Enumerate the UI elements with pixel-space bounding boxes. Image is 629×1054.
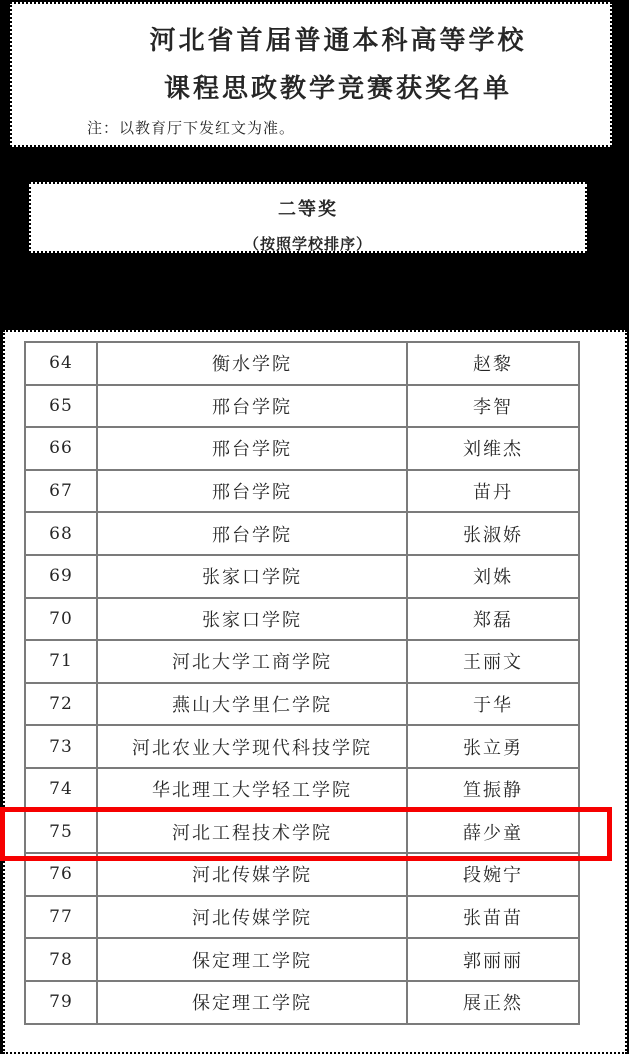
table-row (25, 683, 579, 726)
rank-cell: 65 (25, 385, 97, 428)
name-cell: 展正然 (407, 981, 579, 1024)
rank-cell: 72 (25, 683, 97, 726)
school-cell: 张家口学院 (97, 598, 407, 641)
name-cell: 郭丽丽 (407, 938, 579, 981)
school-cell: 邢台学院 (97, 470, 407, 513)
name-cell: 李智 (407, 385, 579, 428)
school-cell: 邢台学院 (97, 512, 407, 555)
award-subheading: （按照学校排序） (243, 235, 372, 253)
rank-cell: 79 (25, 981, 97, 1024)
school-cell: 张家口学院 (97, 555, 407, 598)
school-cell: 保定理工学院 (97, 938, 407, 981)
table-section (3, 330, 627, 1054)
document-note: 注：以教育厅下发红文为准。 (87, 119, 296, 137)
school-cell: 河北传媒学院 (97, 896, 407, 939)
table-row (25, 811, 579, 854)
document-title-line1: 河北省首届普通本科高等学校 (149, 26, 527, 56)
table-row (25, 853, 579, 896)
table-row (25, 981, 579, 1024)
name-cell: 王丽文 (407, 640, 579, 683)
award-heading: 二等奖 (278, 199, 338, 220)
school-cell: 保定理工学院 (97, 981, 407, 1024)
name-cell: 薛少童 (407, 811, 579, 854)
rank-cell: 69 (25, 555, 97, 598)
table-row (25, 555, 579, 598)
name-cell: 笪振静 (407, 768, 579, 811)
rank-cell: 70 (25, 598, 97, 641)
table-row (25, 938, 579, 981)
school-cell: 衡水学院 (97, 342, 407, 385)
title-section (10, 2, 612, 147)
name-cell: 刘姝 (407, 555, 579, 598)
rank-cell: 66 (25, 427, 97, 470)
results-table-body (25, 342, 579, 1024)
rank-cell: 71 (25, 640, 97, 683)
school-cell: 河北大学工商学院 (97, 640, 407, 683)
school-cell: 河北工程技术学院 (97, 811, 407, 854)
rank-cell: 73 (25, 725, 97, 768)
rank-cell: 75 (25, 811, 97, 854)
table-row (25, 427, 579, 470)
table-row (25, 896, 579, 939)
name-cell: 张淑娇 (407, 512, 579, 555)
rank-cell: 68 (25, 512, 97, 555)
rank-cell: 77 (25, 896, 97, 939)
school-cell: 邢台学院 (97, 427, 407, 470)
table-row (25, 725, 579, 768)
table-row (25, 512, 579, 555)
results-table (24, 341, 580, 1025)
school-cell: 燕山大学里仁学院 (97, 683, 407, 726)
table-row (25, 598, 579, 641)
school-cell: 邢台学院 (97, 385, 407, 428)
school-cell: 华北理工大学轻工学院 (97, 768, 407, 811)
rank-cell: 74 (25, 768, 97, 811)
name-cell: 赵黎 (407, 342, 579, 385)
school-cell: 河北农业大学现代科技学院 (97, 725, 407, 768)
table-row (25, 470, 579, 513)
award-section (29, 182, 587, 253)
rank-cell: 67 (25, 470, 97, 513)
table-row (25, 640, 579, 683)
school-cell: 河北传媒学院 (97, 853, 407, 896)
name-cell: 张苗苗 (407, 896, 579, 939)
rank-cell: 78 (25, 938, 97, 981)
rank-cell: 64 (25, 342, 97, 385)
name-cell: 于华 (407, 683, 579, 726)
name-cell: 苗丹 (407, 470, 579, 513)
name-cell: 段婉宁 (407, 853, 579, 896)
table-row (25, 768, 579, 811)
name-cell: 郑磊 (407, 598, 579, 641)
table-row (25, 342, 579, 385)
document-title-line2: 课程思政教学竞赛获奖名单 (163, 74, 512, 104)
rank-cell: 76 (25, 853, 97, 896)
table-row (25, 385, 579, 428)
name-cell: 刘维杰 (407, 427, 579, 470)
name-cell: 张立勇 (407, 725, 579, 768)
